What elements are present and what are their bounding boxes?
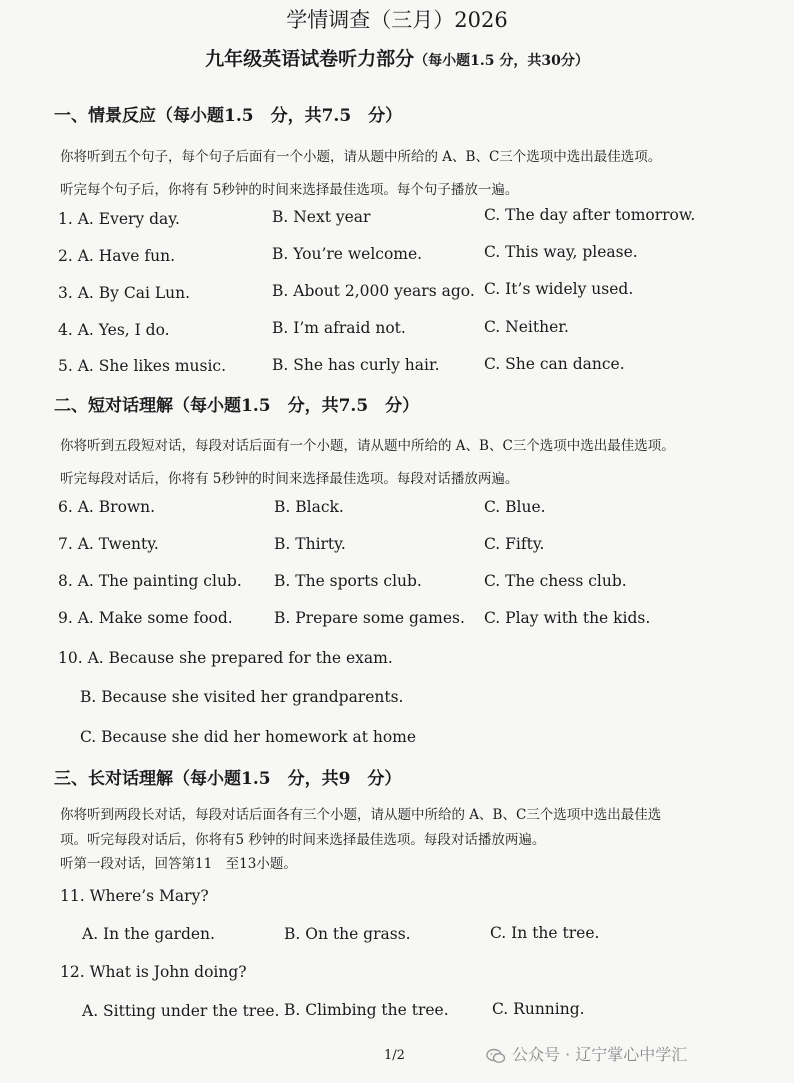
- q12-option-a: A. Sitting under the tree.: [82, 1002, 280, 1020]
- wechat-icon: [486, 1048, 506, 1064]
- q1-option-b: B. Next year: [272, 208, 371, 226]
- q3-option-a: 3. A. By Cai Lun.: [58, 284, 191, 302]
- q2-option-b: B. You’re welcome.: [272, 245, 423, 263]
- q2-option-a: 2. A. Have fun.: [58, 247, 176, 265]
- q10-option-b: B. Because she visited her grandparents.: [80, 688, 404, 706]
- q2-option-c: C. This way, please.: [484, 243, 638, 261]
- q1-option-a: 1. A. Every day.: [58, 210, 180, 228]
- q4-option-b: B. I’m afraid not.: [272, 319, 406, 337]
- section1-instruction-2: 听完每个句子后，你将有 5秒钟的时间来选择最佳选项。每个句子播放一遍。: [60, 182, 519, 198]
- q12-stem: 12. What is John doing?: [60, 963, 247, 981]
- watermark-text: 公众号 · 辽宁掌心中学汇: [512, 1045, 688, 1064]
- q8-option-c: C. The chess club.: [484, 572, 627, 590]
- q3-option-c: C. It’s widely used.: [484, 280, 634, 298]
- section3-heading: 三、长对话理解（每小题1.5 分，共9 分）: [54, 769, 402, 789]
- q10-option-c: C. Because she did her homework at home: [80, 728, 417, 746]
- exam-title: 学情调查（三月）2026: [286, 8, 508, 32]
- q7-option-b: B. Thirty.: [274, 535, 346, 553]
- q11-option-c: C. In the tree.: [490, 924, 600, 942]
- q6-option-b: B. Black.: [274, 498, 344, 516]
- q11-option-a: A. In the garden.: [82, 925, 215, 943]
- q12-option-b: B. Climbing the tree.: [284, 1001, 449, 1019]
- q1-option-c: C. The day after tomorrow.: [484, 206, 696, 224]
- subtitle-score-note: （每小题1.5 分，共30分）: [414, 53, 589, 69]
- section1-heading: 一、情景反应（每小题1.5 分，共7.5 分）: [54, 106, 403, 126]
- section2-heading: 二、短对话理解（每小题1.5 分，共7.5 分）: [54, 396, 420, 416]
- q6-option-c: C. Blue.: [484, 498, 546, 516]
- q8-option-a: 8. A. The painting club.: [58, 572, 242, 590]
- q11-stem: 11. Where’s Mary?: [60, 887, 209, 905]
- section3-instruction-3: 听第一段对话，回答第11 至13小题。: [60, 856, 297, 872]
- section3-instruction-2: 项。听完每段对话后，你将有5 秒钟的时间来选择最佳选项。每段对话播放两遍。: [60, 832, 546, 848]
- q3-option-b: B. About 2,000 years ago.: [272, 282, 475, 300]
- exam-subtitle: [0, 44, 794, 71]
- section2-instruction-2: 听完每段对话后，你将有 5秒钟的时间来选择最佳选项。每段对话播放两遍。: [60, 471, 519, 487]
- q10-option-a: 10. A. Because she prepared for the exam.: [58, 649, 393, 667]
- q9-option-a: 9. A. Make some food.: [58, 609, 233, 627]
- section1-instruction-1: 你将听到五个句子，每个句子后面有一个小题，请从题中所给的 A、B、C三个选项中选出最佳选项。: [60, 149, 662, 165]
- section2-instruction-1: 你将听到五段短对话，每段对话后面有一个小题，请从题中所给的 A、B、C三个选项中选出最佳选项。: [60, 438, 675, 454]
- q5-option-a: 5. A. She likes music.: [58, 357, 227, 375]
- q6-option-a: 6. A. Brown.: [58, 498, 156, 516]
- q9-option-c: C. Play with the kids.: [484, 609, 651, 627]
- page-number: 1/2: [384, 1048, 405, 1063]
- q7-option-a: 7. A. Twenty.: [58, 535, 159, 553]
- q12-option-c: C. Running.: [492, 1000, 585, 1018]
- watermark: [486, 1042, 687, 1065]
- q8-option-b: B. The sports club.: [274, 572, 422, 590]
- q5-option-b: B. She has curly hair.: [272, 356, 440, 374]
- q5-option-c: C. She can dance.: [484, 355, 625, 373]
- q7-option-c: C. Fifty.: [484, 535, 545, 553]
- q9-option-b: B. Prepare some games.: [274, 609, 465, 627]
- q11-option-b: B. On the grass.: [284, 925, 411, 943]
- subtitle-main: 九年级英语试卷听力部分: [205, 48, 415, 70]
- q4-option-c: C. Neither.: [484, 318, 569, 336]
- section3-instruction-1: 你将听到两段长对话，每段对话后面各有三个小题，请从题中所给的 A、B、C三个选项中选出最佳选: [60, 807, 662, 823]
- q4-option-a: 4. A. Yes, I do.: [58, 321, 170, 339]
